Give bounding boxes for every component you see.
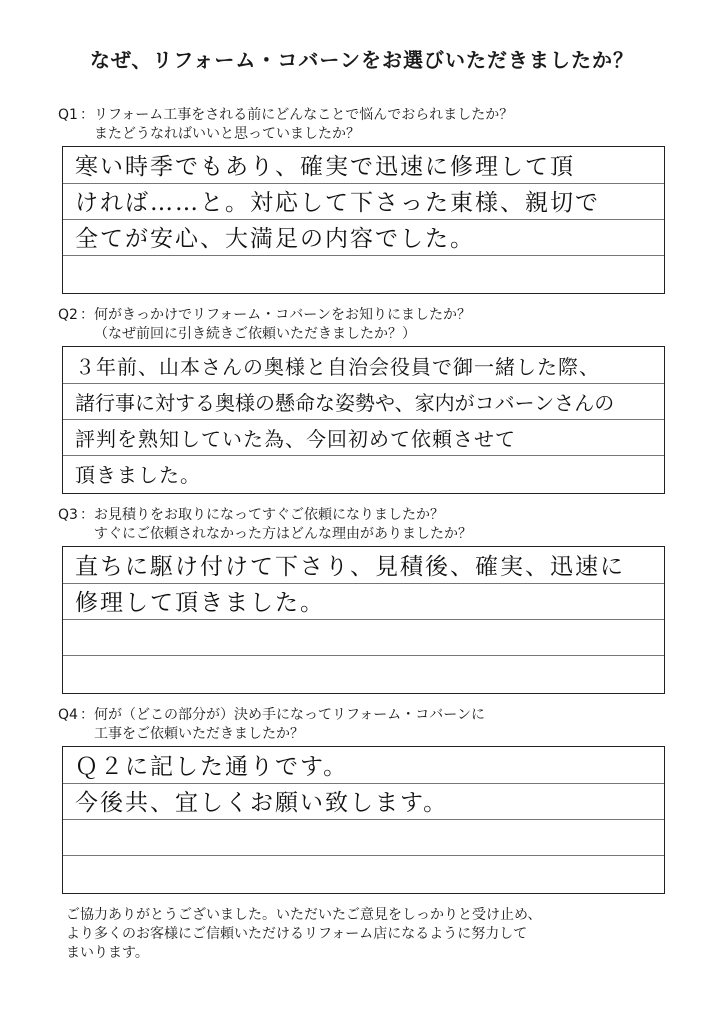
answer-box-3 [62, 546, 665, 694]
question-text: お見積りをお取りになってすぐご依頼になりましたか？ [94, 507, 444, 523]
question-text: 何が（どこの部分が）決め手になってリフォーム・コバーンに [94, 707, 486, 723]
closing-line: より多くのお客様にご信頼いただけるリフォーム店になるように努力して [66, 926, 528, 942]
question-separator: ： [80, 307, 94, 323]
answer-box-1 [62, 146, 665, 294]
answer-line: 修理して頂きました。 [75, 590, 325, 616]
question-separator: ： [80, 507, 94, 523]
closing-line: ご協力ありがとうございました。いただいたご意見をしっかりと受け止め、 [66, 907, 542, 923]
question-text-line2: 工事をご依頼いただきましたか？ [94, 726, 304, 742]
page-title: なぜ、リフォーム・コバーンをお選びいただきましたか？ [90, 48, 634, 72]
answer-line: ３年前、山本さんの奥様と自治会役員で御一緒した際、 [75, 355, 600, 379]
answer-line: 寒い時季でもあり、確実で迅速に修理して頂 [75, 154, 575, 180]
question-text-line2: （なぜ前回に引き続きご依頼いただきましたか？） [94, 326, 416, 342]
question-4 [58, 706, 485, 744]
answer-line: Ｑ２に記した通りです。 [75, 754, 349, 780]
question-number: Q1 [58, 107, 78, 123]
question-text: 何がきっかけでリフォーム・コバーンをお知りにましたか？ [94, 307, 472, 323]
question-separator: ： [80, 707, 94, 723]
question-separator: ： [80, 107, 94, 123]
answer-line: 諸行事に対する奥様の懸命な姿勢や、家内がコバーンさんの [75, 391, 615, 415]
question-2 [58, 306, 471, 344]
question-3 [58, 506, 472, 544]
answer-line: ければ……と。対応して下さった東様、親切で [75, 190, 600, 216]
answer-line: 頂きました。 [75, 463, 201, 487]
answer-box-2 [62, 346, 665, 494]
question-number: Q2 [58, 307, 78, 323]
question-number: Q4 [58, 707, 78, 723]
question-1 [58, 106, 513, 144]
question-text-line2: すぐにご依頼されなかった方はどんな理由がありましたか？ [94, 526, 472, 542]
question-text-line2: またどうなればいいと思っていましたか？ [94, 126, 360, 142]
answer-line: 評判を熟知していた為、今回初めて依頼させて [75, 427, 516, 451]
question-text: リフォーム工事をされる前にどんなことで悩んでおられましたか？ [94, 107, 514, 123]
answer-box-4 [62, 746, 665, 894]
question-number: Q3 [58, 507, 78, 523]
answer-line: 今後共、宜しくお願い致します。 [75, 790, 449, 816]
closing-message [66, 906, 541, 963]
closing-line: まいります。 [66, 945, 149, 961]
answer-line: 直ちに駆け付けて下さり、見積後、確実、迅速に [75, 554, 625, 580]
answer-line: 全てが安心、大満足の内容でした。 [75, 226, 475, 252]
